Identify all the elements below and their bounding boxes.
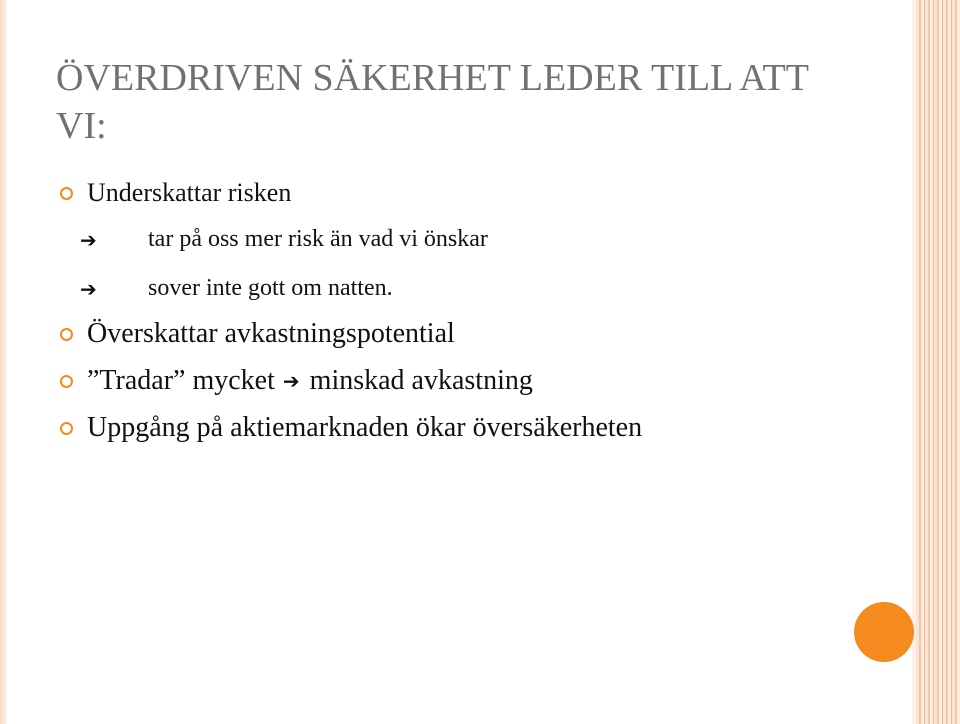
bullet-text: Underskattar risken: [87, 178, 292, 207]
bullet-text-after: minskad avkastning: [309, 365, 533, 396]
bullet-text: Överskattar avkastningspotential: [87, 318, 455, 349]
bullet-text-before: ”Tradar” mycket: [87, 365, 275, 396]
arrow-right-icon: ➔: [282, 369, 300, 393]
sub-item-text: tar på oss mer risk än vad vi önskar: [148, 226, 488, 252]
left-decor-stripe: [0, 0, 8, 724]
bullet-ring-icon: [60, 328, 73, 341]
bullet-item-uppgang: [60, 412, 642, 444]
bullet-item-underskattar: [60, 178, 291, 208]
accent-circle: [854, 602, 914, 662]
bullet-ring-icon: [60, 375, 73, 388]
right-decor-stripes: [916, 0, 960, 724]
sub-item-sleep: [80, 275, 393, 302]
sub-item-text: sover inte gott om natten.: [148, 275, 393, 301]
bullet-ring-icon: [60, 422, 73, 435]
slide-title: ÖVERDRIVEN SÄKERHET LEDER TILL ATT VI:: [56, 57, 809, 147]
sub-item-risk: [80, 226, 488, 253]
arrow-right-icon: ➔: [80, 227, 97, 252]
bullet-ring-icon: [60, 187, 73, 200]
arrow-right-icon: ➔: [80, 276, 97, 301]
bullet-text: Uppgång på aktiemarknaden ökar översäkerheten: [87, 412, 643, 443]
bullet-item-tradar: [60, 365, 533, 397]
bullet-item-overskattar: [60, 318, 455, 350]
